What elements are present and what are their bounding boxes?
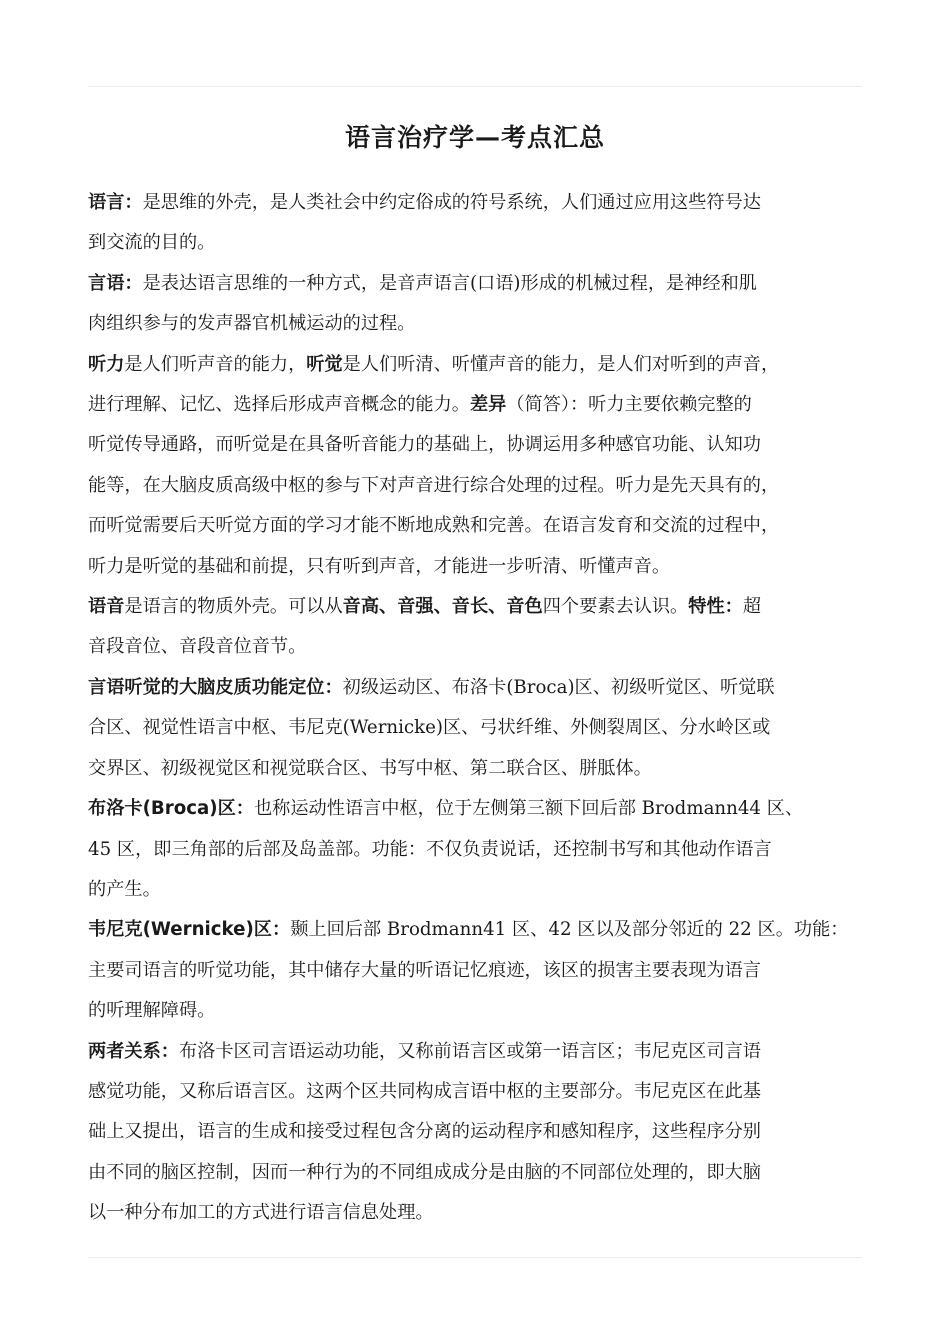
text-line	[88, 991, 876, 1031]
text-run: 是思维的外壳，是人类社会中约定俗成的符号系统，人们通过应用这些符号达	[142, 192, 761, 213]
document-body	[88, 183, 876, 1234]
footer-rule	[88, 1257, 862, 1258]
text-line	[88, 183, 876, 223]
text-line	[88, 587, 876, 627]
text-line	[88, 1112, 876, 1152]
text-line	[88, 668, 876, 708]
text-run: 到交流的目的。	[88, 232, 216, 254]
text-line	[88, 425, 876, 465]
bold-term: 听觉	[306, 353, 343, 375]
text-run: 45 区，即三角部的后部及岛盖部。功能：不仅负责说话，还控制书写和其他动作语言	[88, 838, 772, 860]
text-line	[88, 1193, 876, 1233]
bold-term: 布洛卡(Broca)区：	[88, 798, 254, 820]
bold-term: 听力	[88, 353, 125, 375]
text-run: 的听理解障碍。	[88, 1000, 216, 1022]
text-run: 而听觉需要后天听觉方面的学习才能不断地成熟和完善。在语言发育和交流的过程中，	[88, 515, 780, 537]
text-line	[88, 789, 876, 829]
bold-term: 特性：	[688, 596, 743, 618]
bold-term: 音高、音强、音长、音色	[342, 596, 543, 618]
text-run: 的产生。	[88, 878, 161, 900]
text-run: 是人们听清、听懂声音的能力，是人们对听到的声音，	[342, 353, 780, 375]
text-line	[88, 264, 876, 304]
text-line	[88, 627, 876, 667]
text-run: 感觉功能，又称后语言区。这两个区共同构成言语中枢的主要部分。韦尼克区在此基	[88, 1080, 761, 1102]
text-run: 是人们听声音的能力，	[124, 353, 307, 375]
text-line	[88, 466, 876, 506]
text-run: 础上又提出，语言的生成和接受过程包含分离的运动程序和感知程序，这些程序分别	[88, 1121, 761, 1143]
text-run: 主要司语言的听觉功能，其中储存大量的听语记忆痕迹，该区的损害主要表现为语言	[88, 959, 761, 981]
text-run: （简答）：听力主要依赖完整的	[506, 394, 752, 416]
text-run: 也称运动性语言中枢，位于左侧第三额下回后部 Brodmann44 区、	[253, 798, 804, 820]
text-run: 音段音位、音段音位音节。	[88, 636, 307, 658]
text-line	[88, 1032, 876, 1072]
text-run: 合区、视觉性语言中枢、韦尼克(Wernicke)区、弓状纤维、外侧裂周区、分水岭区或	[88, 717, 771, 739]
text-line	[88, 223, 876, 263]
text-run: 听力是听觉的基础和前提，只有听到声音，才能进一步听清、听懂声音。	[88, 555, 671, 577]
text-run: 四个要素去认识。	[542, 596, 689, 618]
text-line	[88, 951, 876, 991]
text-line	[88, 830, 876, 870]
text-run: 初级运动区、布洛卡(Broca)区、初级听觉区、听觉联	[342, 676, 775, 698]
text-run: 进行理解、记忆、选择后形成声音概念的能力。	[88, 394, 470, 416]
text-run: 听觉传导通路，而听觉是在具备听音能力的基础上，协调运用多种感官功能、认知功	[88, 434, 761, 456]
text-run: 是表达语言思维的一种方式，是音声语言(口语)形成的机械过程，是神经和肌	[142, 272, 757, 294]
bold-term: 两者关系：	[88, 1040, 179, 1062]
text-line	[88, 1153, 876, 1193]
bold-term: 语言：	[88, 192, 143, 213]
text-run: 交界区、初级视觉区和视觉联合区、书写中枢、第二联合区、胼胝体。	[88, 757, 652, 779]
text-line	[88, 708, 876, 748]
text-line	[88, 1072, 876, 1112]
text-run: 肉组织参与的发声器官机械运动的过程。	[88, 313, 416, 335]
bold-term: 言语听觉的大脑皮质功能定位：	[88, 676, 343, 698]
text-run: 能等，在大脑皮质高级中枢的参与下对声音进行综合处理的过程。听力是先天具有的，	[88, 474, 780, 496]
text-line	[88, 547, 876, 587]
text-run: 由不同的脑区控制，因而一种行为的不同组成成分是由脑的不同部位处理的，即大脑	[88, 1161, 761, 1183]
text-run: 超	[742, 596, 762, 618]
header-rule	[88, 86, 862, 87]
text-line	[88, 304, 876, 344]
text-run: 布洛卡区司言语运动功能，又称前语言区或第一语言区；韦尼克区司言语	[178, 1040, 761, 1062]
bold-term: 语音	[88, 596, 125, 618]
text-run: 以一种分布加工的方式进行语言信息处理。	[88, 1202, 434, 1224]
bold-term: 言语：	[88, 272, 143, 294]
text-run: 颞上回后部 Brodmann41 区、42 区以及部分邻近的 22 区。功能：	[290, 919, 849, 941]
text-line	[88, 870, 876, 910]
text-line	[88, 749, 876, 789]
text-run: 是语言的物质外壳。可以从	[124, 596, 343, 618]
text-line	[88, 506, 876, 546]
bold-term: 韦尼克(Wernicke)区：	[88, 919, 291, 941]
bold-term: 差异	[469, 394, 507, 416]
page-title: 语言治疗学—考点汇总	[344, 123, 605, 152]
text-line	[88, 385, 876, 425]
text-line	[88, 910, 876, 950]
text-line	[88, 345, 876, 385]
